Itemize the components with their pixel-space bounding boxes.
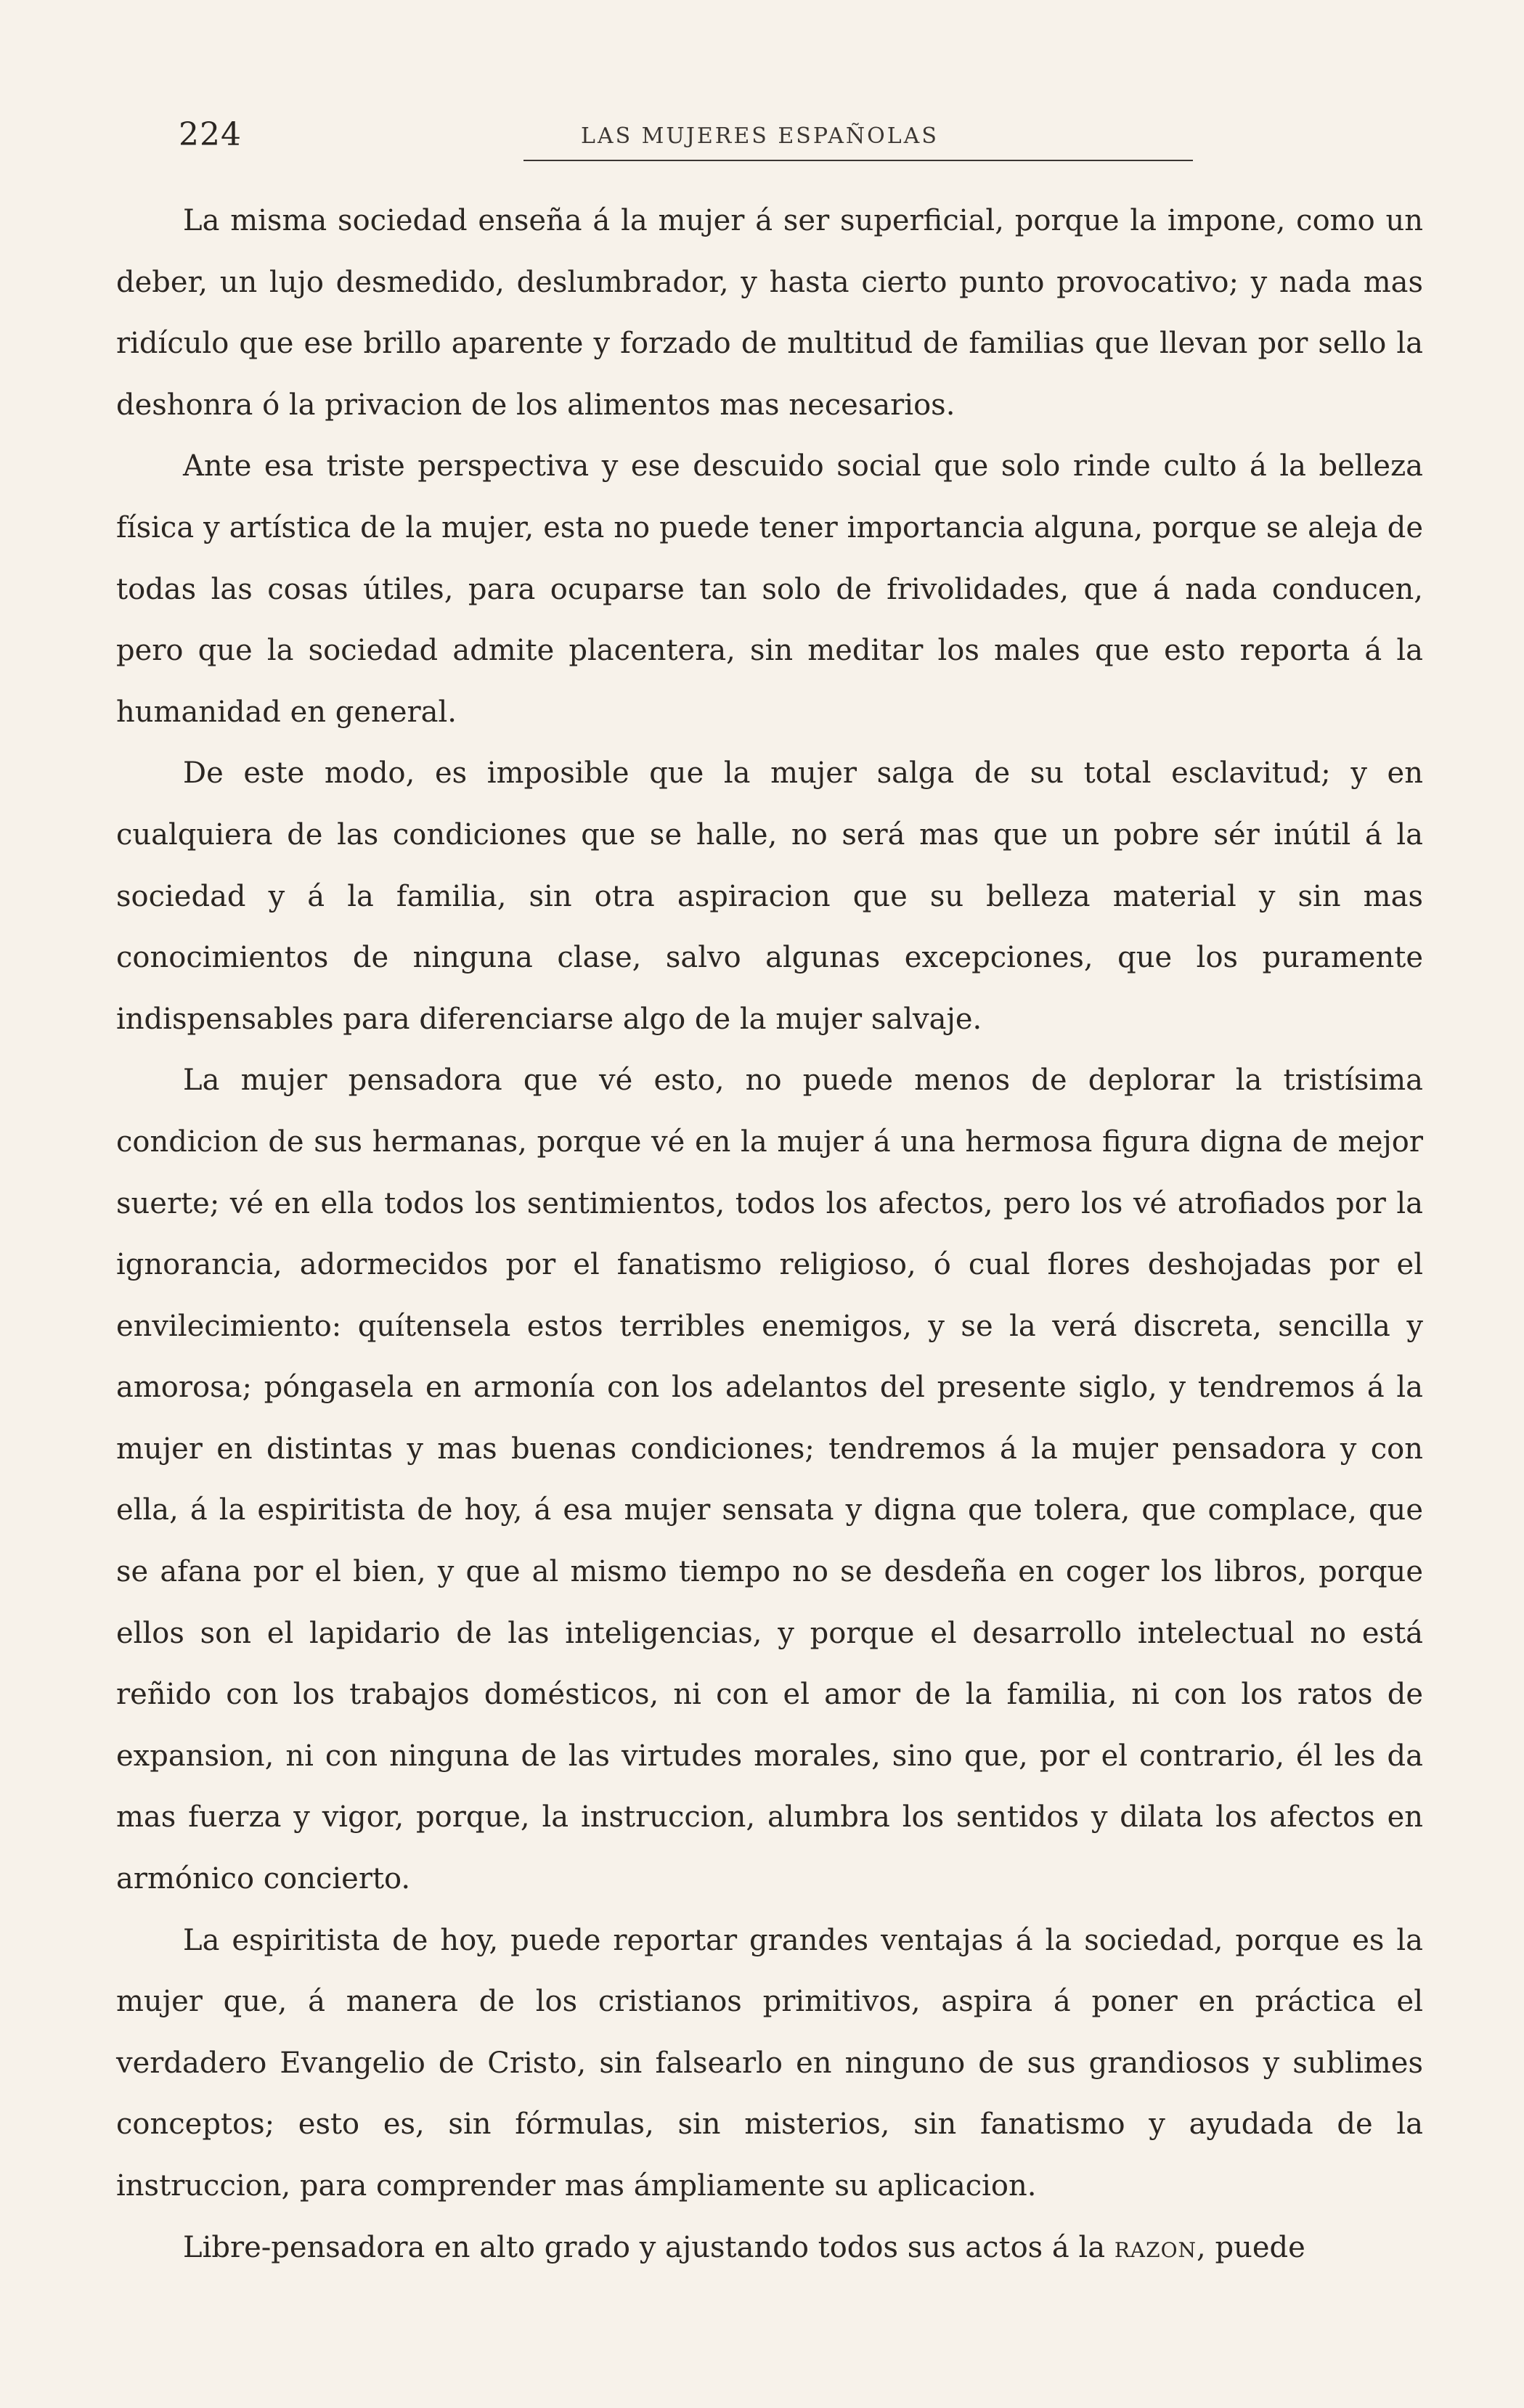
header-rule xyxy=(523,160,1193,161)
body-text xyxy=(116,190,1423,2278)
paragraph: De este modo, es imposible que la mujer salga de su total esclavitud; y en cualquiera de las condiciones que se halle, no será mas que un pobre sér inútil á la sociedad y á la familia, sin otra aspiracion que su belleza material y sin mas conocimientos de ninguna clase, salvo algunas excepciones, que los puramente indispensables para diferenciarse algo de la mujer salvaje. xyxy=(116,756,1423,1036)
paragraph-last xyxy=(116,2217,1423,2279)
paragraph: La misma sociedad enseña á la mujer á ser superficial, porque la impone, como un deber, un lujo desmedido, deslumbrador, y hasta cierto punto provocativo; y nada mas ridículo que ese brillo aparente y forzado de multitud de familias que llevan por sello la deshonra ó la privacion de los alimentos mas necesarios. xyxy=(116,204,1423,422)
page-header xyxy=(179,116,1023,167)
paragraph: La espiritista de hoy, puede reportar grandes ventajas á la sociedad, porque es la mujer que, á manera de los cristianos primitivos, aspira á poner en práctica el verdadero Evangelio de Cristo, sin falsearlo en ninguno de sus grandiosos y sublimes conceptos; esto es, sin fórmulas, sin misterios, sin fanatismo y ayudada de la instruccion, para comprender mas ámpliamente su aplicacion. xyxy=(116,1923,1423,2203)
paragraph-last-text: Libre-pensadora en alto grado y ajustando todos sus actos á la xyxy=(183,2230,1115,2264)
running-title: LAS MUJERES ESPAÑOLAS xyxy=(581,123,939,149)
smallcaps-word: razon xyxy=(1114,2230,1197,2264)
paragraph-last-tail: , puede xyxy=(1197,2230,1305,2264)
page-number: 224 xyxy=(179,116,242,153)
paragraph: La mujer pensadora que vé esto, no puede menos de deplorar la tristísima condicion de sus hermanas, porque vé en la mujer á una hermosa figura digna de mejor suerte; vé en ella todos los sentimientos, todos los afectos, pero los vé atrofiados por la ignorancia, adormecidos por el fanatismo religioso, ó cual flores deshojadas por el envilecimiento: quítensela estos terribles enemigos, y se la verá discreta, sencilla y amorosa; póngasela en armonía con los adelantos del presente siglo, y tendremos á la mujer en distintas y mas buenas condiciones; tendremos á la mujer pensadora y con ella, á la espiritista de hoy, á esa mujer sensata y digna que tolera, que complace, que se afana por el bien, y que al mismo tiempo no se desdeña en coger los libros, porque ellos son el lapidario de las inteligencias, y porque el desarrollo intelectual no está reñido con los trabajos domésticos, ni con el amor de la familia, ni con los ratos de expansion, ni con ninguna de las virtudes morales, sino que, por el contrario, él les da mas fuerza y vigor, porque, la instruccion, alumbra los sentidos y dilata los afectos en armónico concierto. xyxy=(116,1064,1423,1896)
paragraph: Ante esa triste perspectiva y ese descuido social que solo rinde culto á la belleza física y artística de la mujer, esta no puede tener importancia alguna, porque se aleja de todas las cosas útiles, para ocuparse tan solo de frivolidades, que á nada conducen, pero que la sociedad admite placentera, sin meditar los males que esto reporta á la humanidad en general. xyxy=(116,449,1423,729)
